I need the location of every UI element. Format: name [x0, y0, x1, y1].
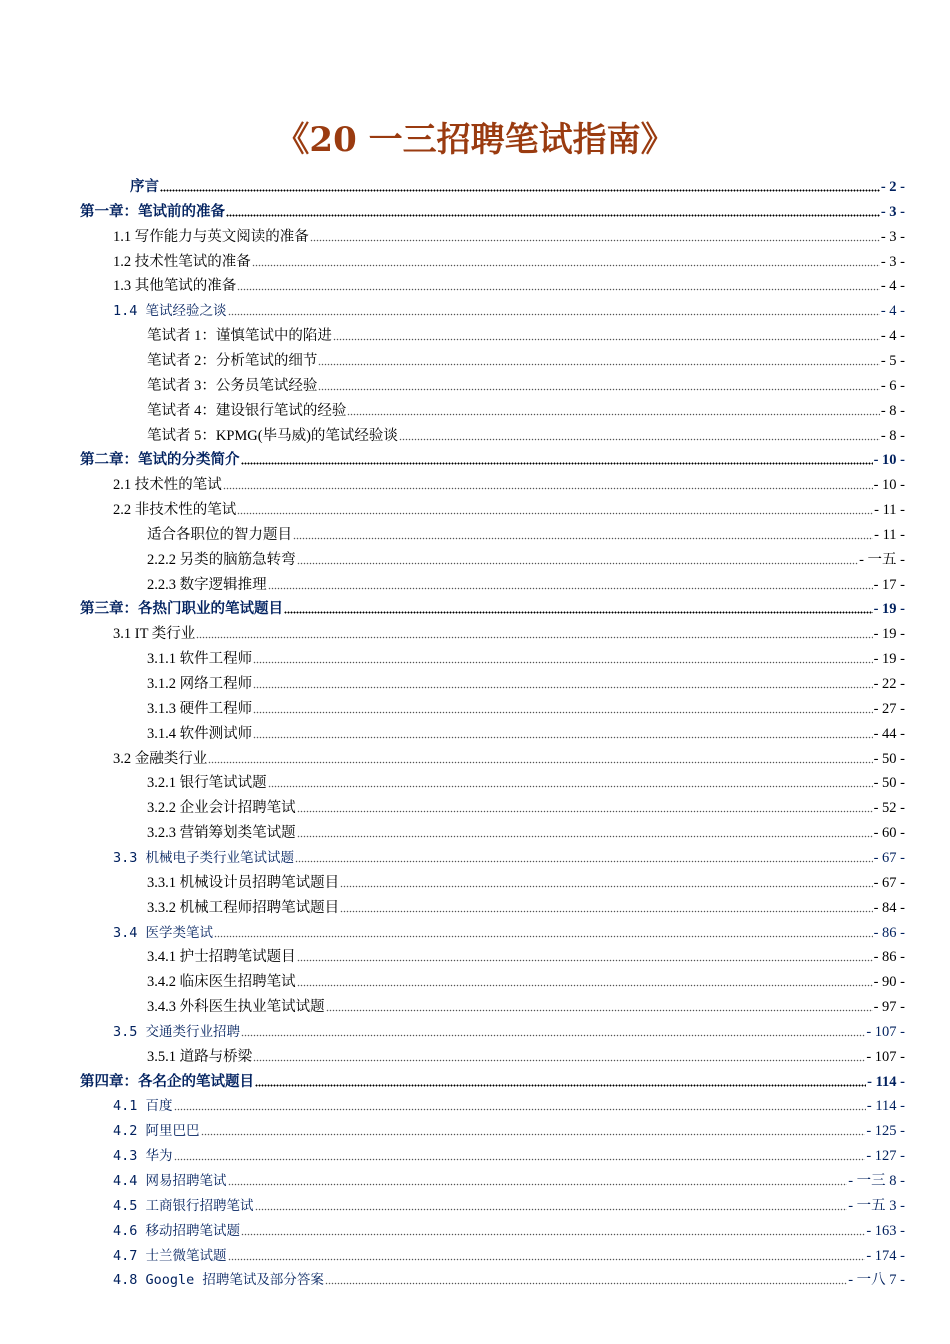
toc-dot-leader: [241, 1233, 865, 1236]
toc-entry-page-number: - 一八 7 -: [848, 1272, 905, 1289]
toc-entry-page-number: - 19 -: [873, 626, 905, 643]
toc-entry-label: 2.1 技术性的笔试: [113, 477, 222, 494]
toc-dot-leader: [325, 1282, 847, 1285]
toc-dot-leader: [208, 761, 872, 764]
toc-entry-label: 3.3.1 机械设计员招聘笔试题目: [147, 874, 340, 891]
toc-entry-page-number: - 52 -: [873, 800, 905, 817]
toc-entry-page-number: - 27 -: [873, 700, 905, 717]
toc-entry-label: 3.2.1 银行笔试试题: [147, 775, 267, 792]
toc-entry-page-number: - 50 -: [873, 750, 905, 767]
toc-entry[interactable]: [130, 174, 905, 196]
toc-entry-label: 第二章：笔试的分类简介: [80, 452, 240, 469]
toc-dot-leader: [318, 363, 879, 366]
toc-entry[interactable]: [147, 398, 905, 420]
toc-entry[interactable]: [147, 820, 905, 842]
toc-entry[interactable]: [147, 994, 905, 1016]
toc-entry-label: 第四章：各名企的笔试题目: [80, 1073, 254, 1090]
toc-dot-leader: [340, 910, 872, 913]
toc-entry[interactable]: [113, 1218, 905, 1240]
toc-dot-leader: [326, 1009, 873, 1012]
toc-entry-label: 第三章：各热门职业的笔试题目: [80, 601, 283, 618]
toc-entry-label: 笔试者 2：分析笔试的细节: [147, 352, 318, 369]
toc-dot-leader: [253, 1059, 865, 1062]
toc-dot-leader: [253, 661, 872, 664]
toc-entry-label: 适合各职位的智力题目: [147, 526, 292, 543]
toc-entry-label: 笔试者 4：建设银行笔试的经验: [147, 402, 347, 419]
toc-entry-label: 1.3 其他笔试的准备: [113, 278, 237, 295]
toc-entry-label: 2.2.3 数字逻辑推理: [147, 576, 267, 593]
toc-entry-label: 3.3 机械电子类行业笔试试题: [113, 849, 295, 866]
toc-entry[interactable]: [80, 199, 905, 221]
toc-entry[interactable]: [147, 323, 905, 345]
toc-entry-page-number: - 4 -: [880, 303, 905, 320]
toc-entry-page-number: - 5 -: [880, 352, 905, 369]
toc-entry[interactable]: [113, 1243, 905, 1265]
toc-entry-label: 4.1 百度: [113, 1098, 173, 1115]
toc-dot-leader: [399, 438, 880, 441]
toc-entry-page-number: - 4 -: [880, 278, 905, 295]
toc-entry-label: 4.8 Google 招聘笔试及部分答案: [113, 1272, 324, 1289]
toc-entry-label: 3.4.2 临床医生招聘笔试: [147, 974, 296, 991]
toc-entry-page-number: - 4 -: [880, 328, 905, 345]
toc-entry-label: 4.7 士兰微笔试题: [113, 1247, 227, 1264]
toc-dot-leader: [318, 388, 879, 391]
toc-entry[interactable]: [80, 596, 905, 618]
toc-entry[interactable]: [113, 273, 905, 295]
toc-entry-page-number: - 8 -: [880, 427, 905, 444]
toc-entry[interactable]: [147, 423, 905, 445]
toc-dot-leader: [228, 1183, 848, 1186]
toc-entry-page-number: - 60 -: [873, 825, 905, 842]
toc-entry[interactable]: [80, 1069, 905, 1091]
toc-entry-page-number: - 2 -: [880, 179, 905, 195]
toc-dot-leader: [174, 1158, 866, 1161]
toc-entry-page-number: - 10 -: [873, 452, 905, 469]
toc-entry[interactable]: [113, 1168, 905, 1190]
toc-entry-page-number: - 8 -: [880, 402, 905, 419]
toc-entry-label: 4.3 华为: [113, 1148, 173, 1165]
toc-entry-page-number: - 84 -: [873, 899, 905, 916]
toc-entry[interactable]: [113, 1267, 905, 1289]
toc-dot-leader: [252, 264, 880, 267]
toc-entry[interactable]: [147, 1044, 905, 1066]
toc-entry-label: 3.2.2 企业会计招聘笔试: [147, 800, 296, 817]
toc-dot-leader: [297, 959, 873, 962]
toc-entry[interactable]: [147, 547, 905, 569]
toc-entry[interactable]: [113, 746, 905, 768]
toc-entry-label: 2.2.2 另类的脑筋急转弯: [147, 551, 296, 568]
toc-entry-label: 序言: [130, 179, 159, 195]
toc-entry-label: 笔试者 5：KPMG(毕马威)的笔试经验谈: [147, 427, 398, 444]
toc-entry-page-number: - 3 -: [880, 203, 905, 220]
toc-dot-leader: [237, 512, 873, 515]
toc-entry-page-number: - 67 -: [873, 849, 905, 866]
toc-entry-page-number: - 一五 -: [859, 551, 905, 568]
toc-entry-page-number: - 174 -: [866, 1247, 905, 1264]
toc-dot-leader: [241, 462, 873, 465]
toc-entry-page-number: - 44 -: [873, 725, 905, 742]
toc-dot-leader: [160, 189, 880, 192]
toc-dot-leader: [333, 338, 880, 341]
toc-entry[interactable]: [113, 1143, 905, 1165]
toc-entry-label: 3.1 IT 类行业: [113, 626, 196, 643]
toc-entry[interactable]: [113, 621, 905, 643]
toc-entry-page-number: - 50 -: [873, 775, 905, 792]
toc-entry-page-number: - 19 -: [873, 601, 905, 618]
toc-entry[interactable]: [113, 1019, 905, 1041]
toc-entry[interactable]: [147, 348, 905, 370]
toc-dot-leader: [255, 1208, 848, 1211]
toc-entry-label: 1.1 写作能力与英文阅读的准备: [113, 228, 309, 245]
toc-entry[interactable]: [113, 920, 905, 942]
toc-entry-page-number: - 19 -: [873, 651, 905, 668]
toc-entry[interactable]: [147, 795, 905, 817]
toc-entry[interactable]: [147, 944, 905, 966]
toc-entry[interactable]: [147, 671, 905, 693]
toc-entry-label: 3.4.1 护士招聘笔试题目: [147, 949, 296, 966]
toc-entry-page-number: - 11 -: [874, 526, 905, 543]
toc-entry[interactable]: [113, 1193, 905, 1215]
toc-entry-page-number: - 97 -: [873, 999, 905, 1016]
toc-entry-label: 4.2 阿里巴巴: [113, 1123, 200, 1140]
toc-entry-label: 3.2.3 营销筹划类笔试题: [147, 825, 296, 842]
toc-entry-label: 3.3.2 机械工程师招聘笔试题目: [147, 899, 340, 916]
toc-dot-leader: [347, 413, 879, 416]
toc-entry[interactable]: [113, 472, 905, 494]
toc-entry[interactable]: [80, 447, 905, 469]
toc-dot-leader: [340, 885, 872, 888]
toc-entry[interactable]: [113, 298, 905, 320]
toc-entry-label: 笔试者 3：公务员笔试经验: [147, 377, 318, 394]
toc-entry-page-number: - 67 -: [873, 874, 905, 891]
toc-entry[interactable]: [147, 770, 905, 792]
toc-entry-page-number: - 一五 3 -: [848, 1197, 905, 1214]
toc-dot-leader: [255, 1084, 866, 1087]
toc-dot-leader: [297, 984, 873, 987]
toc-entry[interactable]: [147, 646, 905, 668]
toc-entry[interactable]: [147, 895, 905, 917]
toc-entry-label: 1.2 技术性笔试的准备: [113, 253, 251, 270]
toc-entry-page-number: - 163 -: [866, 1222, 905, 1239]
toc-entry-page-number: - 107 -: [866, 1048, 905, 1065]
toc-dot-leader: [297, 562, 858, 565]
toc-entry-label: 2.2 非技术性的笔试: [113, 502, 237, 519]
toc-entry-page-number: - 107 -: [866, 1023, 905, 1040]
toc-dot-leader: [226, 214, 880, 217]
toc-dot-leader: [297, 835, 873, 838]
toc-entry[interactable]: [113, 1118, 905, 1140]
toc-entry-label: 第一章：笔试前的准备: [80, 203, 225, 220]
toc-dot-leader: [228, 1258, 866, 1261]
toc-entry-label: 4.4 网易招聘笔试: [113, 1173, 227, 1189]
toc-entry[interactable]: [113, 845, 905, 867]
toc-dot-leader: [284, 611, 873, 614]
toc-entry-page-number: - 17 -: [873, 576, 905, 593]
toc-dot-leader: [214, 935, 873, 938]
toc-entry-label: 1.4 笔试经验之谈: [113, 303, 227, 320]
toc-entry-label: 3.5.1 道路与桥梁: [147, 1048, 253, 1065]
toc-dot-leader: [253, 736, 872, 739]
toc-dot-leader: [253, 686, 872, 689]
toc-entry-page-number: - 6 -: [880, 377, 905, 394]
toc-dot-leader: [237, 288, 880, 291]
toc-entry-label: 4.5 工商银行招聘笔试: [113, 1197, 254, 1214]
toc-entry[interactable]: [147, 870, 905, 892]
toc-dot-leader: [295, 860, 873, 863]
toc-dot-leader: [174, 1108, 866, 1111]
toc-entry[interactable]: [147, 969, 905, 991]
toc-entry[interactable]: [113, 224, 905, 246]
toc-entry[interactable]: [147, 572, 905, 594]
toc-entry-page-number: - 3 -: [880, 253, 905, 270]
toc-dot-leader: [268, 785, 873, 788]
toc-entry-label: 笔试者 1：谨慎笔试中的陷进: [147, 328, 332, 345]
toc-entry-page-number: - 22 -: [873, 676, 905, 692]
toc-entry[interactable]: [113, 497, 905, 519]
toc-entry-label: 3.4.3 外科医生执业笔试试题: [147, 999, 325, 1016]
toc-entry-label: 3.5 交通类行业招聘: [113, 1023, 241, 1040]
toc-entry-page-number: - 3 -: [880, 228, 905, 245]
toc-entry[interactable]: [147, 522, 905, 544]
toc-dot-leader: [297, 810, 873, 813]
toc-entry[interactable]: [147, 721, 905, 743]
toc-entry-label: 3.1.3 硬件工程师: [147, 700, 253, 717]
toc-dot-leader: [241, 1034, 865, 1037]
toc-entry[interactable]: [113, 1093, 905, 1115]
toc-entry-page-number: - 10 -: [873, 477, 905, 494]
toc-entry[interactable]: [113, 249, 905, 271]
toc-dot-leader: [253, 711, 872, 714]
toc-dot-leader: [228, 313, 880, 316]
toc-entry-label: 3.1.4 软件测试师: [147, 725, 253, 742]
toc-entry-label: 4.6 移动招聘笔试题: [113, 1222, 241, 1239]
toc-entry-page-number: - 11 -: [874, 502, 905, 519]
toc-entry-page-number: - 86 -: [873, 924, 905, 941]
toc-entry-page-number: - 86 -: [873, 949, 905, 966]
toc-entry-page-number: - 一三 8 -: [848, 1173, 905, 1189]
toc-entry-label: 3.4 医学类笔试: [113, 924, 214, 941]
toc-entry[interactable]: [147, 696, 905, 718]
toc-entry-page-number: - 114 -: [866, 1098, 905, 1115]
toc-entry-page-number: - 127 -: [866, 1148, 905, 1165]
toc-entry-label: 3.2 金融类行业: [113, 750, 208, 767]
toc-entry-page-number: - 90 -: [873, 974, 905, 991]
toc-entry[interactable]: [147, 373, 905, 395]
toc-dot-leader: [201, 1133, 866, 1136]
toc-entry-page-number: - 125 -: [866, 1123, 905, 1140]
toc-dot-leader: [223, 487, 873, 490]
toc-dot-leader: [293, 537, 873, 540]
toc-entry-label: 3.1.1 软件工程师: [147, 651, 253, 668]
toc-entry-label: 3.1.2 网络工程师: [147, 676, 253, 692]
toc-dot-leader: [310, 239, 880, 242]
toc-dot-leader: [196, 636, 872, 639]
toc-dot-leader: [268, 587, 873, 590]
document-title: 《20 一三招聘笔试指南》: [275, 120, 675, 160]
toc-entry-page-number: - 114 -: [867, 1073, 905, 1090]
